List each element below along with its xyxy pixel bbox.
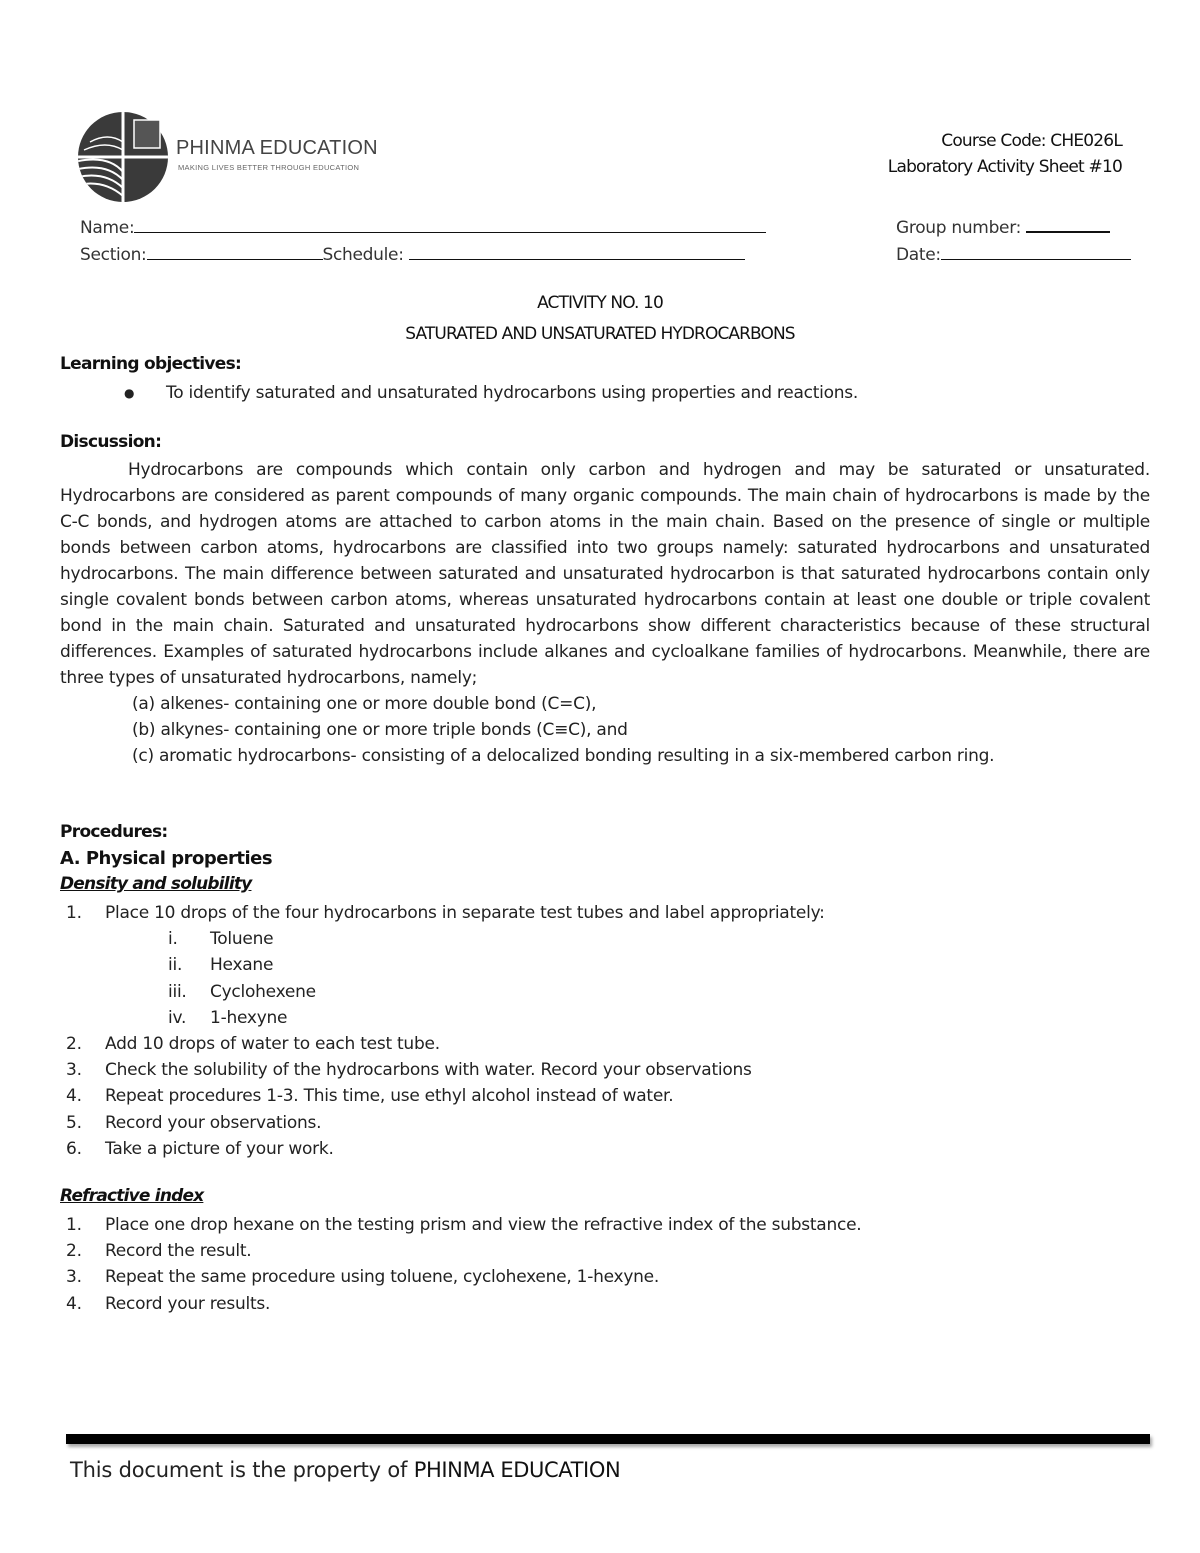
name-field: [80, 218, 766, 238]
section-schedule-field: [80, 245, 745, 265]
substance-list-wrapper: [0, 926, 1150, 1031]
list-item: iv. 1-hexyne: [168, 1007, 288, 1028]
discussion-heading: Discussion:: [60, 432, 162, 452]
bullet-icon: ●: [124, 386, 135, 400]
density-steps: [0, 900, 1150, 1162]
objectives-heading: Learning objectives:: [60, 354, 242, 374]
course-info: [888, 128, 1122, 180]
section-blank[interactable]: [147, 259, 323, 260]
group-blank[interactable]: [1026, 231, 1110, 233]
density-solubility-title: Density and solubility: [60, 874, 252, 894]
date-blank[interactable]: [941, 259, 1131, 260]
activity-number: ACTIVITY NO. 10: [537, 293, 663, 313]
type-alkynes: (b) alkynes- containing one or more triple bonds (C≡C), and: [132, 720, 628, 740]
list-item: 4. Repeat procedures 1-3. This time, use ethyl alcohol instead of water.: [66, 1086, 674, 1107]
objective-item: [124, 380, 858, 406]
list-item: ii. Hexane: [168, 955, 274, 976]
group-field: [896, 218, 1110, 238]
footer-text: This document is the property of: [70, 1458, 414, 1482]
date-label: Date:: [896, 245, 941, 265]
discussion-body: [60, 457, 1150, 769]
objective-text: To identify saturated and unsaturated hydrocarbons using properties and reactions.: [166, 383, 859, 403]
group-label: Group number:: [896, 218, 1022, 238]
date-field: [896, 245, 1131, 265]
list-item: 4. Record your results.: [66, 1293, 271, 1314]
refractive-index-title: Refractive index: [60, 1186, 204, 1206]
list-item: 2. Add 10 drops of water to each test tube.: [66, 1033, 440, 1054]
schedule-label: Schedule:: [322, 245, 404, 265]
list-item: 5. Record your observations.: [66, 1112, 322, 1133]
type-aromatic: (c) aromatic hydrocarbons- consisting of a delocalized bonding resulting in a six-membered carbon ring.: [132, 746, 995, 766]
activity-title: SATURATED AND UNSATURATED HYDROCARBONS: [405, 324, 795, 344]
section-a-heading: A. Physical properties: [60, 848, 273, 869]
logo-tagline: MAKING LIVES BETTER THROUGH EDUCATION: [178, 163, 360, 172]
footer-divider: [66, 1434, 1150, 1444]
section-label: Section:: [80, 245, 147, 265]
substance-list: [0, 926, 1150, 1031]
name-label: Name:: [80, 218, 135, 238]
discussion-paragraph: Hydrocarbons are compounds which contain only carbon and hydrogen and may be saturated or unsaturated. Hydrocarbons are considered as parent compounds of many organic compounds. The main chain of hydrocarbons is made by the C-C bonds, and hydrogen atoms are attached to carbon atoms in the main chain. Based on the presence of single or multiple bonds between carbon atoms, hydrocarbons are classified into two groups namely: saturated hydrocarbons and unsaturated hydrocarbons. The main difference between saturated and unsaturated hydrocarbon is that saturated hydrocarbons contain only single covalent bonds between carbon atoms, whereas unsaturated hydrocarbons contain at least one double or triple covalent bond in the main chain. Saturated and unsaturated hydrocarbons show different characteristics because of these structural differences. Examples of saturated hydrocarbons include alkanes and cycloalkane families of hydrocarbons. Meanwhile, there are three types of unsaturated hydrocarbons, namely;: [60, 460, 1150, 688]
course-code: Course Code: CHE026L: [941, 131, 1122, 151]
footer-owner: PHINMA EDUCATION: [413, 1458, 621, 1482]
list-item: 2. Record the result.: [66, 1241, 252, 1262]
list-item: 3. Repeat the same procedure using toluene, cyclohexene, 1-hexyne.: [66, 1267, 660, 1288]
logo-name: PHINMA EDUCATION: [176, 137, 378, 159]
list-item: 6. Take a picture of your work.: [66, 1138, 334, 1159]
type-alkenes: (a) alkenes- containing one or more double bond (C=C),: [132, 694, 597, 714]
list-item: i. Toluene: [168, 929, 274, 950]
list-item: 1. Place one drop hexane on the testing prism and view the refractive index of the substance.: [66, 1215, 862, 1235]
sheet-title: Laboratory Activity Sheet #10: [887, 157, 1122, 177]
refractive-steps: [0, 1212, 1150, 1317]
name-blank[interactable]: [134, 232, 766, 233]
schedule-blank[interactable]: [409, 259, 745, 260]
list-item: 3. Check the solubility of the hydrocarbons with water. Record your observations: [66, 1060, 752, 1081]
list-item: 1. Place 10 drops of the four hydrocarbons in separate test tubes and label appropriately:: [66, 903, 825, 923]
footer-note: [70, 1458, 620, 1482]
list-item: iii. Cyclohexene: [168, 981, 316, 1002]
procedures-heading: Procedures:: [60, 822, 168, 842]
